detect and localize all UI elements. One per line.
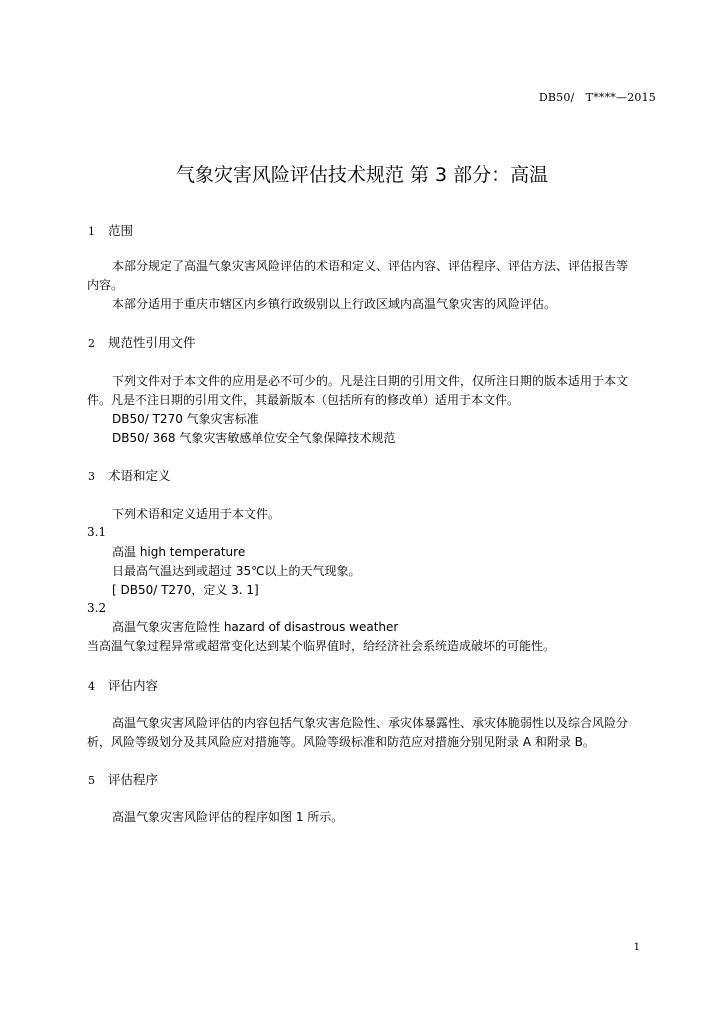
section-number: 5 — [88, 774, 95, 787]
section-heading-1 — [88, 221, 133, 239]
paragraph-line: 内容。 — [87, 278, 124, 292]
paragraph-line: 高温气象灾害风险评估的程序如图 1 所示。 — [112, 810, 344, 824]
section-number: 1 — [88, 225, 95, 238]
paragraph-line: 高温气象灾害风险评估的内容包括气象灾害危险性、承灾体暴露性、承灾体脆弱性以及综合风险分 — [112, 716, 629, 730]
term-definition: 当高温气象过程异常或超常变化达到某个临界值时，给经济社会系统造成破坏的可能性。 — [87, 639, 556, 653]
page-title: 气象灾害风险评估技术规范 第 3 部分：高温 — [175, 164, 549, 186]
section-title: 范围 — [108, 223, 134, 238]
term-name: 高温 high temperature — [112, 545, 246, 559]
section-title: 评估内容 — [108, 678, 159, 693]
paragraph-line: 本部分适用于重庆市辖区内乡镇行政级别以上行政区域内高温气象灾害的风险评估。 — [112, 297, 557, 311]
document-code: DB50/ T****—2015 — [538, 91, 656, 104]
section-heading-5 — [88, 770, 158, 788]
section-number: 4 — [88, 680, 95, 693]
section-number: 3 — [88, 470, 95, 483]
section-title: 评估程序 — [108, 772, 159, 787]
paragraph-line: 本部分规定了高温气象灾害风险评估的术语和定义、评估内容、评估程序、评估方法、评估报告等 — [112, 259, 629, 273]
section-heading-4 — [88, 676, 158, 694]
paragraph-line: 析，风险等级划分及其风险应对措施等。风险等级标准和防范应对措施分别见附录 A 和附录 B。 — [87, 735, 595, 749]
paragraph-line: 件。凡是不注日期的引用文件，其最新版本（包括所有的修改单）适用于本文件。 — [87, 393, 520, 407]
term-number: 3.2 — [87, 601, 107, 615]
reference-item: DB50/ 368 气象灾害敏感单位安全气象保障技术规范 — [112, 431, 396, 445]
term-number: 3.1 — [87, 525, 107, 539]
page-number: 1 — [633, 942, 640, 953]
paragraph-line: 下列文件对于本文件的应用是必不可少的。凡是注日期的引用文件，仅所注日期的版本适用于本文 — [112, 374, 629, 388]
term-source: [ DB50/ T270，定义 3. 1] — [112, 583, 259, 597]
section-heading-3 — [88, 466, 171, 484]
reference-item: DB50/ T270 气象灾害标准 — [112, 412, 259, 426]
paragraph-line: 下列术语和定义适用于本文件。 — [112, 507, 281, 521]
section-title: 术语和定义 — [108, 468, 171, 483]
section-heading-2 — [88, 333, 196, 351]
section-number: 2 — [88, 337, 95, 350]
term-name: 高温气象灾害危险性 hazard of disastrous weather — [112, 620, 399, 634]
term-definition: 日最高气温达到或超过 35℃以上的天气现象。 — [112, 564, 361, 578]
section-title: 规范性引用文件 — [108, 335, 196, 350]
